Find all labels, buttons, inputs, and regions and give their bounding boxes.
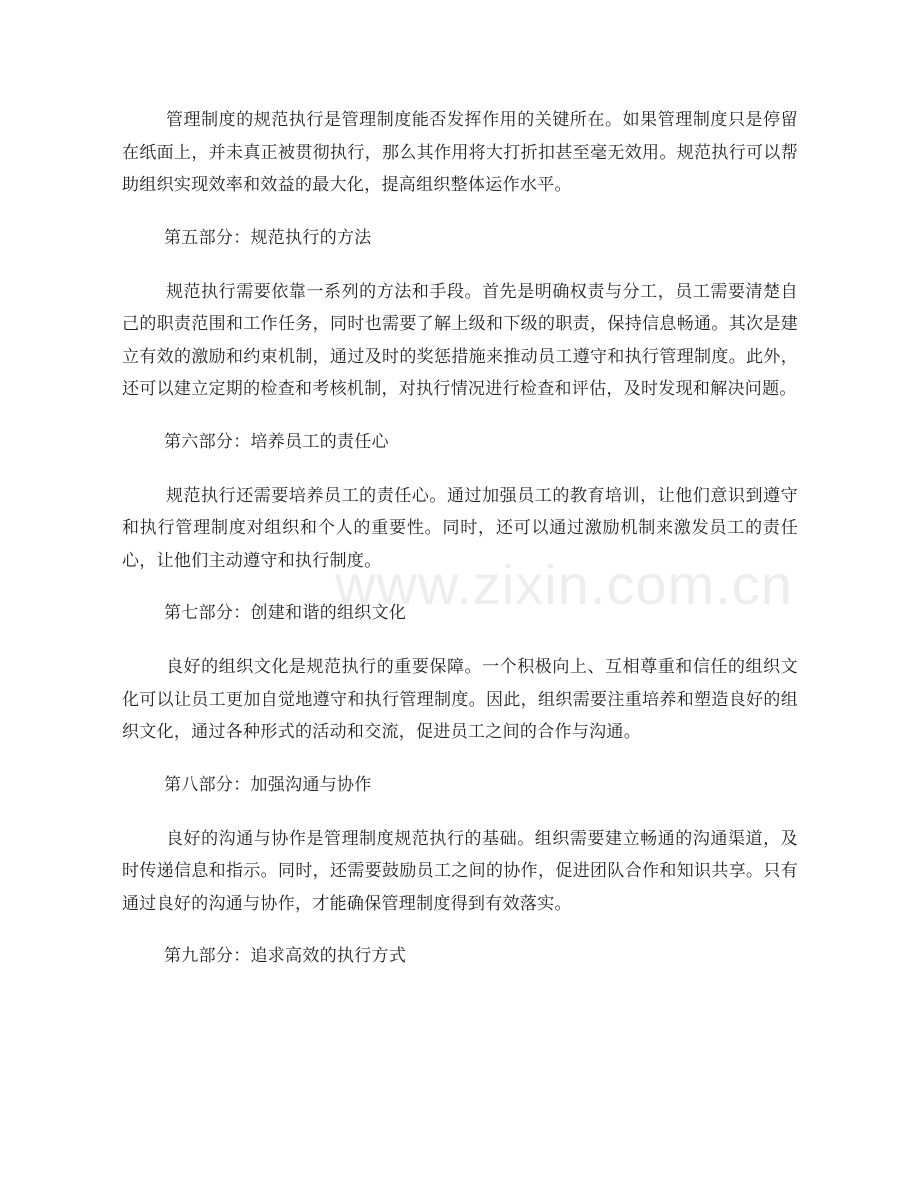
body-paragraph: 良好的沟通与协作是管理制度规范执行的基础。组织需要建立畅通的沟通渠道，及时传递信息和指示。同时，还需要鼓励员工之间的协作，促进团队合作和知识共享。只有通过良好的沟通与协作，才能确保管理制度得到有效落实。 <box>122 828 798 914</box>
section-heading: 第五部分：规范执行的方法 <box>164 227 372 248</box>
section-heading: 第八部分：加强沟通与协作 <box>164 774 372 795</box>
section-heading: 第九部分：追求高效的执行方式 <box>164 946 407 966</box>
body-paragraph: 规范执行需要依靠一系列的方法和手段。首先是明确权责与分工，员工需要清楚自己的职责范围和工作任务，同时也需要了解上级和下级的职责，保持信息畅通。其次是建立有效的激励和约束机制，通过及时的奖惩措施来推动员工遵守和执行管理制度。此外，还可以建立定期的检查和考核机制，对执行情况进行检查和评估，及时发现和解决问题。 <box>122 281 798 399</box>
watermark-text: www.zixin.com.cn <box>335 553 793 616</box>
section-heading: 第七部分：创建和谐的组织文化 <box>164 603 407 623</box>
section-heading: 第六部分：培养员工的责任心 <box>164 431 389 452</box>
body-paragraph: 良好的组织文化是规范执行的重要保障。一个积极向上、互相尊重和信任的组织文化可以让员工更加自觉地遵守和执行管理制度。因此，组织需要注重培养和塑造良好的组织文化，通过各种形式的活动和交流，促进员工之间的合作与沟通。 <box>122 657 798 742</box>
document-body <box>122 104 798 994</box>
body-paragraph: 管理制度的规范执行是管理制度能否发挥作用的关键所在。如果管理制度只是停留在纸面上，并未真正被贯彻执行，那么其作用将大打折扣甚至毫无效用。规范执行可以帮助组织实现效率和效益的最大化，提高组织整体运作水平。 <box>122 110 798 195</box>
body-paragraph: 规范执行还需要培养员工的责任心。通过加强员工的教育培训，让他们意识到遵守和执行管理制度对组织和个人的重要性。同时，还可以通过激励机制来激发员工的责任心，让他们主动遵守和执行制度。 <box>122 485 798 571</box>
